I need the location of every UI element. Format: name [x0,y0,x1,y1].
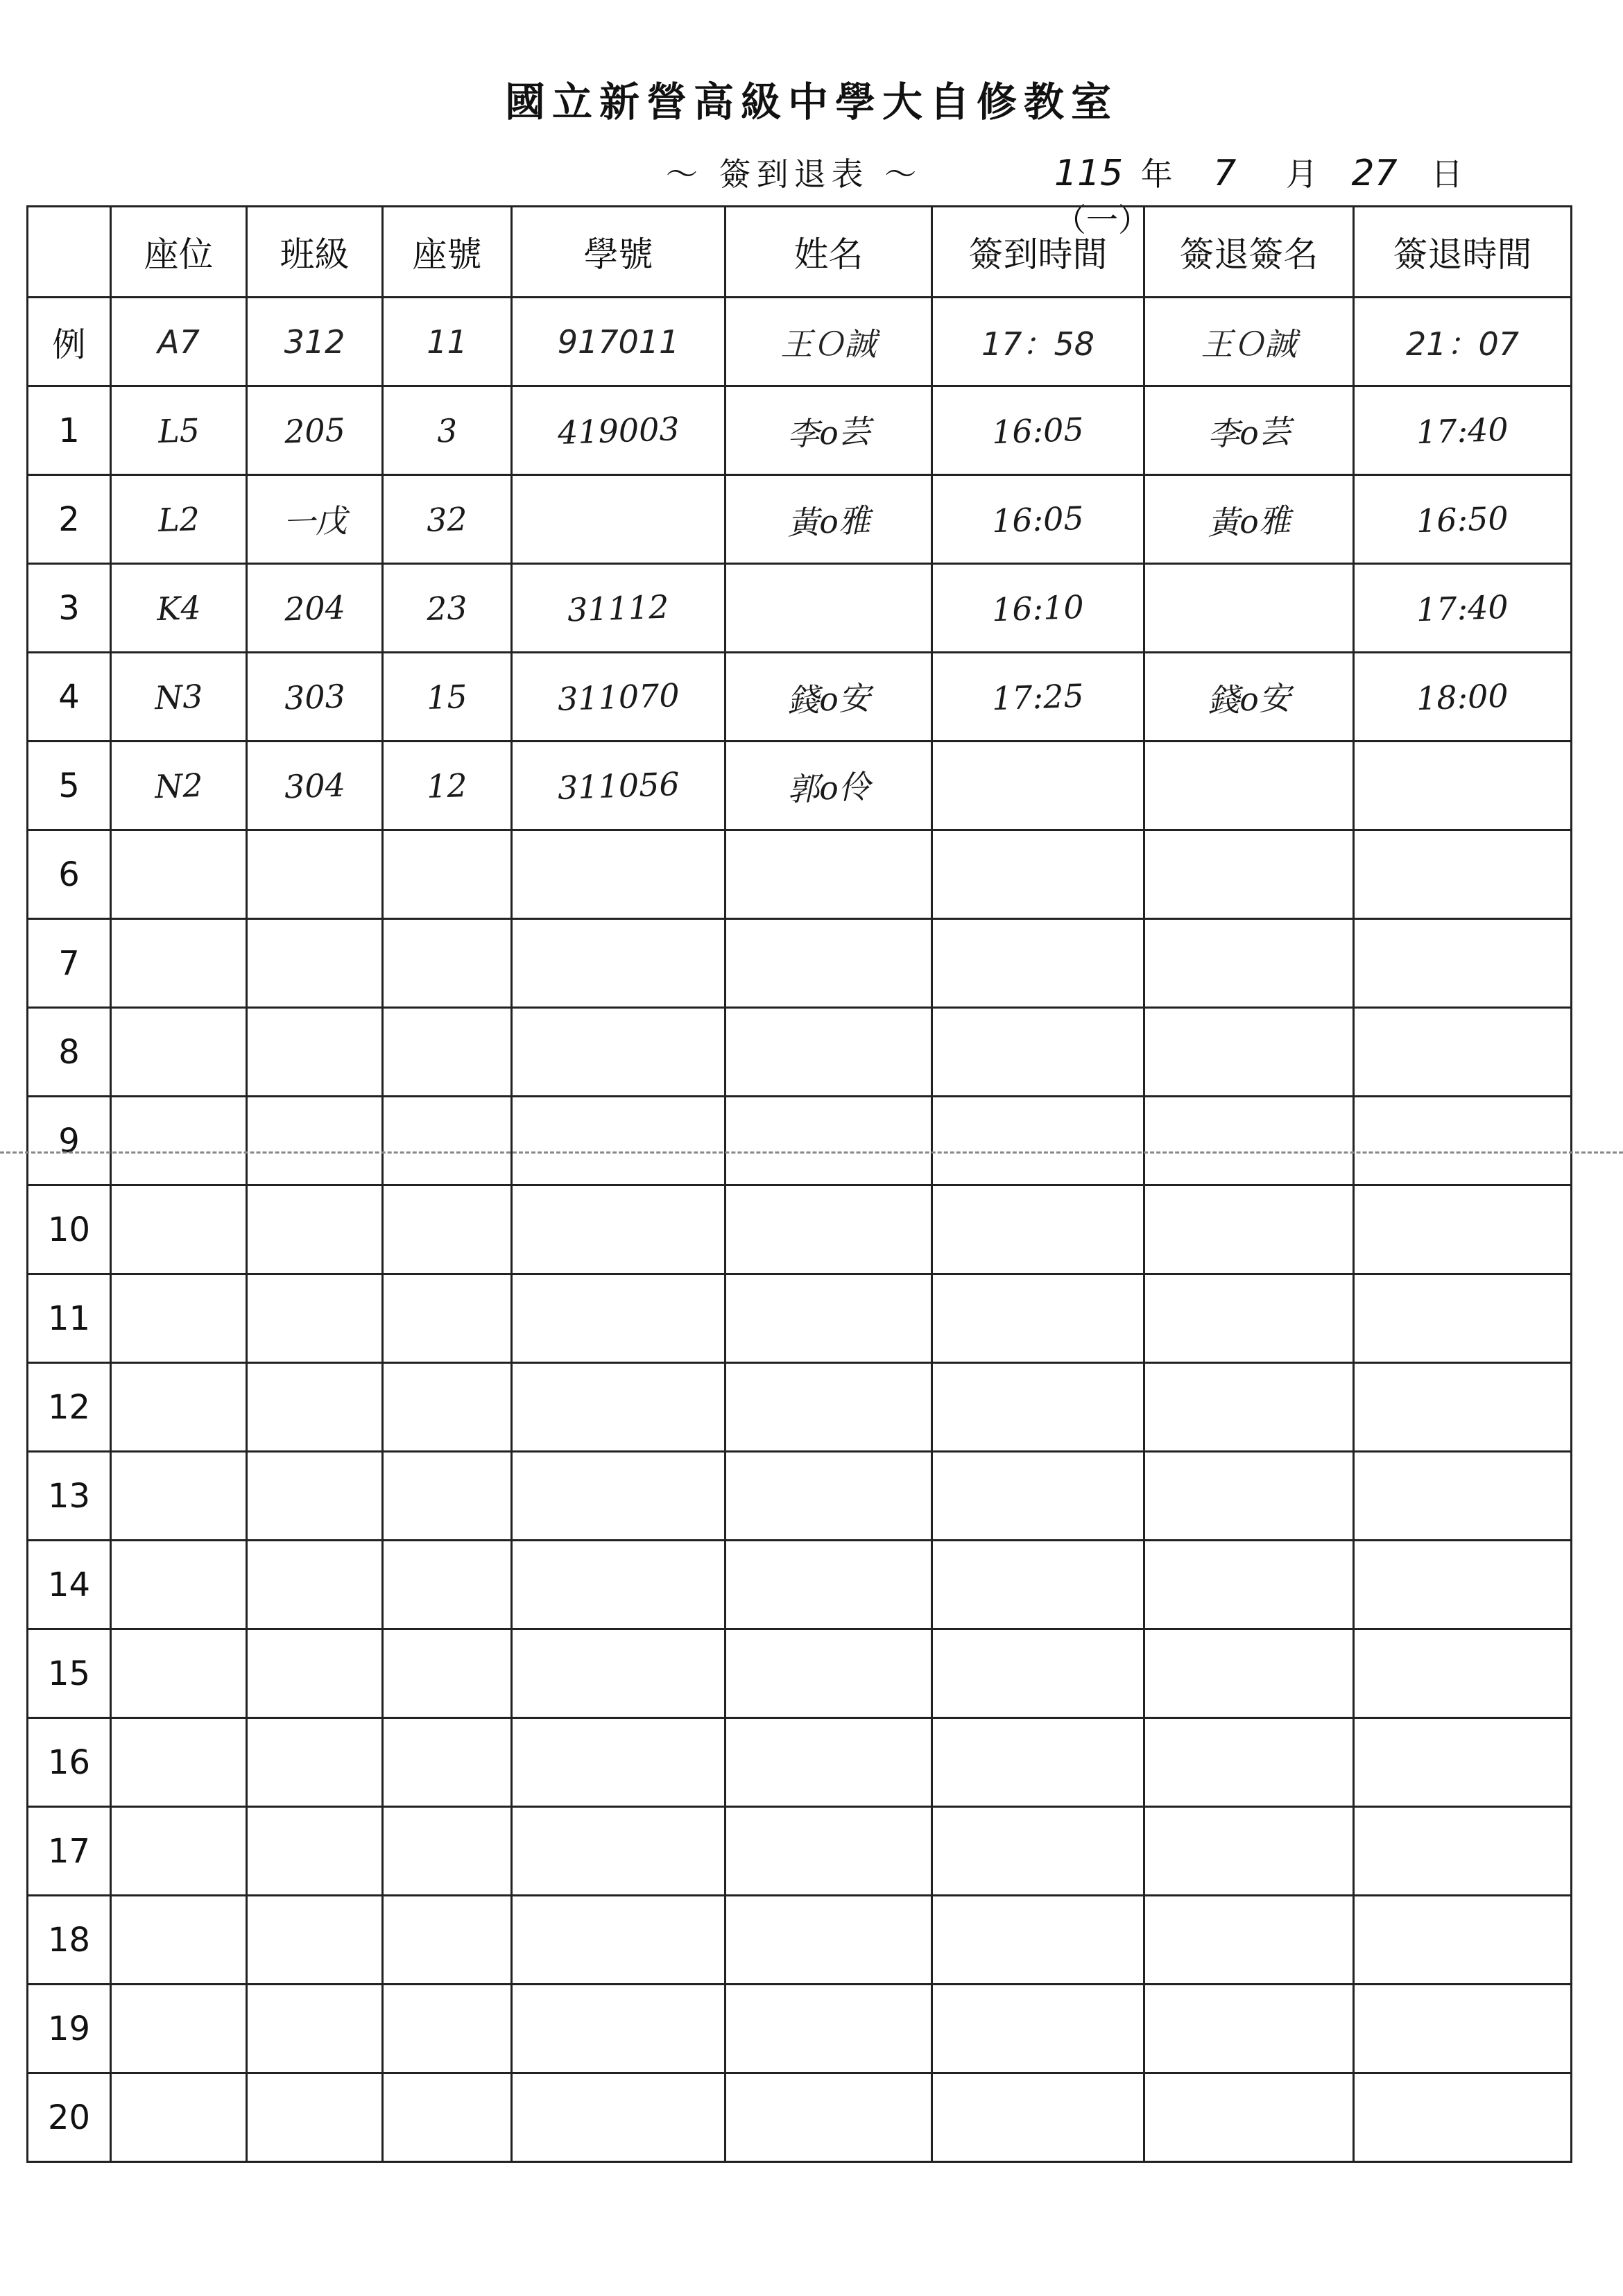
seat-cell [111,298,247,386]
name-value: 王Ｏ誠 [780,325,877,363]
row-index: 11 [28,1274,111,1363]
name-cell [725,1985,932,2073]
sign-out-time-cell [1354,1985,1572,2073]
sign-out-signature-cell [1144,564,1354,653]
seat-cell [111,1541,247,1629]
class-cell [247,1541,383,1629]
sign-out-time-cell [1354,2073,1572,2162]
seat-cell [111,1718,247,1807]
name-cell [725,1629,932,1718]
student-id-value: 419003 [556,409,680,452]
header-student-id: 學號 [512,207,725,298]
seat-number-cell [383,1097,512,1185]
table-row [28,1008,1572,1097]
seat-cell [111,1185,247,1274]
class-cell [247,653,383,742]
student-id-cell [512,1185,725,1274]
student-id-cell [512,1541,725,1629]
sign-in-time-cell [932,742,1144,830]
sign-out-signature-value: 李o芸 [1206,412,1291,453]
seat-number-value: 11 [427,323,467,361]
student-id-value: 31112 [567,587,670,629]
sign-in-time-cell [932,1985,1144,2073]
row-index: 17 [28,1807,111,1896]
sign-out-time-cell [1354,1896,1572,1985]
sign-out-signature-cell [1144,742,1354,830]
seat-number-cell [383,1008,512,1097]
seat-number-cell [383,2073,512,2162]
seat-value: K4 [155,588,202,628]
class-value: 303 [283,676,346,717]
seat-number-cell [383,298,512,386]
class-value: 312 [284,323,345,361]
seat-cell [111,1807,247,1896]
sign-out-time-cell [1354,1629,1572,1718]
seat-number-cell [383,1363,512,1452]
row-index: 12 [28,1363,111,1452]
row-index: 6 [28,830,111,919]
sign-in-time-cell [932,2073,1144,2162]
sign-out-signature-cell [1144,1629,1354,1718]
student-id-value: 917011 [557,323,680,361]
table-row [28,1541,1572,1629]
seat-cell [111,1452,247,1541]
header-sign-out-signature: 簽退簽名 [1144,207,1354,298]
class-cell [247,1274,383,1363]
seat-number-cell [383,564,512,653]
sign-out-signature-cell [1144,1097,1354,1185]
table-row [28,830,1572,919]
class-cell [247,919,383,1008]
date-day: 27 [1351,153,1398,194]
header-name: 姓名 [725,207,932,298]
date-year-unit: 年 [1140,155,1173,193]
sign-out-time-value: 18:00 [1416,676,1509,717]
sign-out-signature-cell [1144,1896,1354,1985]
seat-value: N2 [153,766,204,805]
sign-out-signature-cell [1144,1718,1354,1807]
student-id-cell [512,1718,725,1807]
seat-number-cell [383,1541,512,1629]
row-index: 14 [28,1541,111,1629]
sign-in-time-cell [932,1807,1144,1896]
seat-cell [111,1097,247,1185]
name-value: 李o芸 [786,412,871,453]
name-cell [725,830,932,919]
seat-cell [111,475,247,564]
sign-out-time-cell [1354,564,1572,653]
seat-cell [111,919,247,1008]
sign-out-signature-cell [1144,1008,1354,1097]
sign-in-time-value: 17：58 [981,325,1095,363]
seat-cell [111,386,247,475]
sign-out-signature-cell [1144,830,1354,919]
sign-in-time-value: 16:05 [991,410,1085,451]
sign-out-signature-cell [1144,2073,1354,2162]
student-id-cell [512,1097,725,1185]
sign-in-time-cell [932,1008,1144,1097]
table-row [28,1097,1572,1185]
name-cell [725,564,932,653]
sign-in-time-cell [932,1896,1144,1985]
row-index: 2 [28,475,111,564]
seat-cell [111,1629,247,1718]
table-row [28,1896,1572,1985]
sign-in-time-cell [932,1541,1144,1629]
header-seat: 座位 [111,207,247,298]
sign-in-time-cell [932,1097,1144,1185]
sign-out-signature-cell [1144,1985,1354,2073]
sign-out-signature-cell [1144,1807,1354,1896]
sign-in-time-cell [932,475,1144,564]
name-cell [725,475,932,564]
sign-out-time-cell [1354,1541,1572,1629]
name-value: 郭o伶 [786,767,871,808]
scan-fold-line [0,1151,1623,1154]
seat-number-cell [383,742,512,830]
row-index: 16 [28,1718,111,1807]
sign-out-time-cell [1354,1363,1572,1452]
seat-cell [111,830,247,919]
student-id-cell [512,1985,725,2073]
row-index: 4 [28,653,111,742]
name-cell [725,1363,932,1452]
sign-out-signature-cell [1144,919,1354,1008]
sign-out-signature-cell [1144,1541,1354,1629]
name-cell [725,1807,932,1896]
form-subtitle: ～ 簽到退表 ～ [666,155,922,193]
student-id-cell [512,919,725,1008]
header-class: 班級 [247,207,383,298]
sign-out-signature-cell [1144,653,1354,742]
date-month: 7 [1213,153,1237,194]
class-cell [247,298,383,386]
name-cell [725,1008,932,1097]
table-row [28,564,1572,653]
student-id-cell [512,1807,725,1896]
table-row [28,1629,1572,1718]
date-year: 115 [1054,153,1124,194]
header-sign-out-time: 簽退時間 [1354,207,1572,298]
seat-cell [111,564,247,653]
name-cell [725,742,932,830]
sign-out-signature-cell [1144,298,1354,386]
sign-in-time-cell [932,1629,1144,1718]
seat-number-cell [383,1274,512,1363]
seat-number-cell [383,475,512,564]
row-index: 7 [28,919,111,1008]
name-cell [725,1452,932,1541]
student-id-cell [512,742,725,830]
class-cell [247,1718,383,1807]
seat-number-value: 32 [426,499,468,539]
sign-in-time-cell [932,386,1144,475]
header-seat-number: 座號 [383,207,512,298]
table-row [28,1185,1572,1274]
name-value: 黃o雅 [786,501,871,542]
student-id-cell [512,298,725,386]
seat-number-value: 3 [436,411,458,449]
student-id-cell [512,653,725,742]
sign-in-time-value: 16:05 [991,499,1085,540]
class-cell [247,1985,383,2073]
table-row [28,742,1572,830]
row-index: 15 [28,1629,111,1718]
seat-number-cell [383,653,512,742]
sign-out-time-cell [1354,1008,1572,1097]
seat-number-cell [383,1985,512,2073]
sign-out-signature-cell [1144,1185,1354,1274]
table-row [28,1985,1572,2073]
seat-cell [111,742,247,830]
student-id-cell [512,564,725,653]
seat-cell [111,1985,247,2073]
class-cell [247,1807,383,1896]
class-cell [247,564,383,653]
student-id-cell [512,386,725,475]
class-value: 205 [283,410,346,451]
table-row [28,1452,1572,1541]
table-row [28,919,1572,1008]
seat-number-cell [383,830,512,919]
student-id-cell [512,1896,725,1985]
class-value: 一戊 [282,501,347,542]
sign-out-time-value: 17:40 [1416,588,1509,628]
student-id-cell [512,475,725,564]
sign-out-time-value: 17:40 [1416,410,1509,451]
sign-out-time-cell [1354,919,1572,1008]
sign-out-time-cell [1354,653,1572,742]
seat-number-cell [383,1718,512,1807]
sign-in-time-cell [932,298,1144,386]
seat-number-cell [383,386,512,475]
seat-cell [111,1896,247,1985]
student-id-cell [512,830,725,919]
student-id-cell [512,1363,725,1452]
class-cell [247,386,383,475]
row-index: 1 [28,386,111,475]
sign-in-time-cell [932,1452,1144,1541]
row-index: 例 [28,298,111,386]
sign-in-time-cell [932,1274,1144,1363]
header-sign-in-time: 簽到時間 [932,207,1144,298]
table-row [28,386,1572,475]
seat-cell [111,1008,247,1097]
table-row [28,653,1572,742]
sign-out-time-cell [1354,475,1572,564]
seat-number-cell [383,1807,512,1896]
sign-in-time-cell [932,830,1144,919]
student-id-cell [512,1452,725,1541]
class-cell [247,1629,383,1718]
sign-out-time-cell [1354,1274,1572,1363]
name-cell [725,653,932,742]
name-cell [725,919,932,1008]
seat-value: L5 [157,411,200,450]
sign-out-signature-cell [1144,386,1354,475]
row-index: 19 [28,1985,111,2073]
class-value: 204 [283,588,346,628]
sign-in-time-value: 17:25 [991,676,1085,717]
row-index: 20 [28,2073,111,2162]
sign-out-time-value: 21：07 [1405,325,1520,363]
seat-value: A7 [157,323,200,361]
name-cell [725,298,932,386]
class-cell [247,830,383,919]
table-row [28,1807,1572,1896]
seat-cell [111,2073,247,2162]
seat-number-cell [383,919,512,1008]
table-header-row [28,207,1572,298]
sign-in-time-cell [932,564,1144,653]
sign-out-time-cell [1354,386,1572,475]
sign-out-time-cell [1354,1185,1572,1274]
class-value: 304 [283,765,346,806]
seat-number-value: 12 [426,766,468,805]
sign-in-time-value: 16:10 [991,588,1085,628]
class-cell [247,1097,383,1185]
seat-number-value: 23 [426,588,468,628]
seat-number-value: 15 [426,677,468,717]
class-cell [247,1008,383,1097]
table-row [28,2073,1572,2162]
student-id-value: 311070 [556,676,680,718]
name-cell [725,1718,932,1807]
sign-in-time-cell [932,919,1144,1008]
student-id-value: 311056 [556,764,680,807]
sign-in-time-cell [932,1718,1144,1807]
sign-out-time-cell [1354,1097,1572,1185]
sign-out-time-cell [1354,1807,1572,1896]
table-row [28,1274,1572,1363]
seat-number-cell [383,1185,512,1274]
sign-in-time-cell [932,1185,1144,1274]
sign-out-signature-value: 王Ｏ誠 [1201,325,1297,363]
class-cell [247,1896,383,1985]
seat-cell [111,1274,247,1363]
row-index: 10 [28,1185,111,1274]
seat-number-cell [383,1896,512,1985]
example-row [28,298,1572,386]
seat-value: L2 [157,499,200,539]
date-month-unit: 月 [1285,155,1318,193]
seat-cell [111,653,247,742]
name-cell [725,1185,932,1274]
sign-out-time-cell [1354,1452,1572,1541]
sign-out-signature-cell [1144,1274,1354,1363]
sign-out-time-value: 16:50 [1416,499,1509,540]
sign-out-signature-value: 錢o安 [1206,678,1291,719]
name-value: 錢o安 [786,678,871,719]
name-cell [725,1541,932,1629]
seat-number-cell [383,1452,512,1541]
class-cell [247,475,383,564]
sign-in-time-cell [932,1363,1144,1452]
seat-number-cell [383,1629,512,1718]
class-cell [247,1185,383,1274]
class-cell [247,1452,383,1541]
table-row [28,1718,1572,1807]
seat-value: N3 [153,677,204,717]
student-id-cell [512,1008,725,1097]
class-cell [247,1363,383,1452]
sign-out-signature-cell [1144,1363,1354,1452]
row-index: 8 [28,1008,111,1097]
student-id-cell [512,1629,725,1718]
table-row [28,475,1572,564]
table-row [28,1363,1572,1452]
sign-out-signature-cell [1144,1452,1354,1541]
sign-out-time-cell [1354,742,1572,830]
date-day-unit: 日 [1431,155,1463,193]
sign-in-time-cell [932,653,1144,742]
name-cell [725,1097,932,1185]
seat-cell [111,1363,247,1452]
class-cell [247,742,383,830]
name-cell [725,1896,932,1985]
student-id-cell [512,1274,725,1363]
sign-out-signature-value: 黃o雅 [1206,501,1291,542]
header-index [28,207,111,298]
page-title: 國立新營高級中學大自修教室 [504,78,1118,126]
row-index: 3 [28,564,111,653]
name-cell [725,1274,932,1363]
sign-out-time-cell [1354,298,1572,386]
row-index: 13 [28,1452,111,1541]
sign-out-signature-cell [1144,475,1354,564]
class-cell [247,2073,383,2162]
name-cell [725,386,932,475]
sign-out-time-cell [1354,1718,1572,1807]
sign-out-time-cell [1354,830,1572,919]
sign-in-table [26,205,1572,2163]
name-cell [725,2073,932,2162]
row-index: 18 [28,1896,111,1985]
row-index: 5 [28,742,111,830]
row-index: 9 [28,1097,111,1185]
student-id-cell [512,2073,725,2162]
date-weekday: （一） [1054,201,1150,239]
